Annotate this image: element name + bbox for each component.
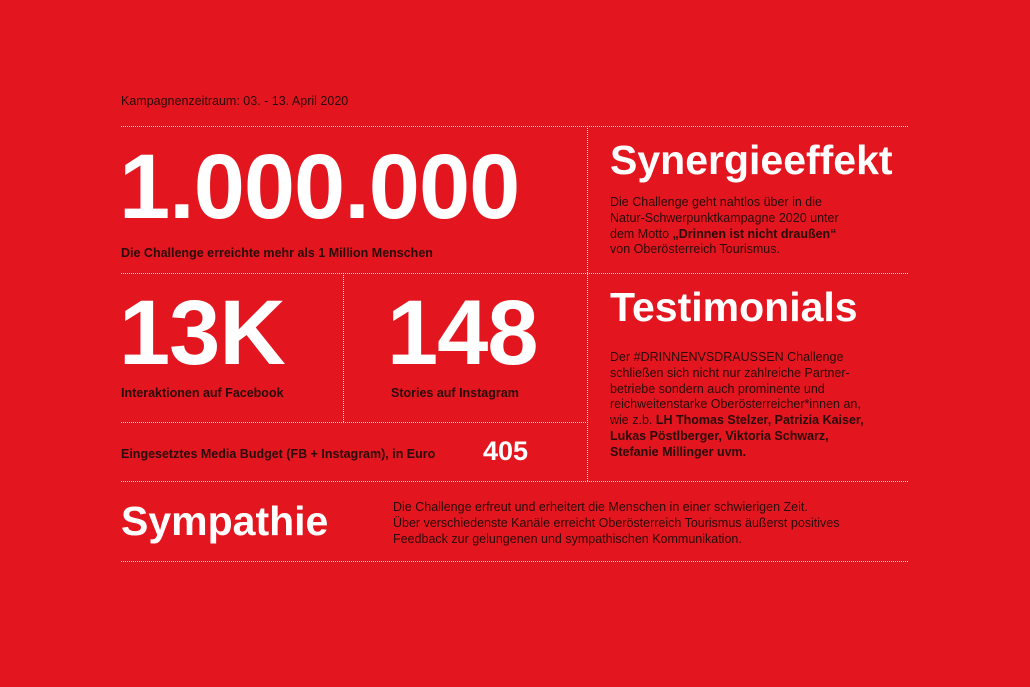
divider-vertical-middle bbox=[343, 273, 344, 422]
synergie-motto-prefix: dem Motto bbox=[610, 226, 673, 241]
budget-caption: Eingesetztes Media Budget (FB + Instagram), in Euro bbox=[121, 447, 436, 461]
sympathie-line: Über verschiedenste Kanäle erreicht Oberösterreich Tourismus äußerst positives bbox=[393, 515, 840, 530]
synergie-motto: „Drinnen ist nicht draußen“ bbox=[672, 226, 837, 241]
synergie-line: von Oberösterreich Tourismus. bbox=[610, 242, 780, 257]
synergie-title: Synergieeffekt bbox=[610, 137, 893, 183]
testimonials-line: Der #DRINNENVSDRAUSSEN Challenge bbox=[610, 350, 844, 364]
divider-vertical-right bbox=[587, 126, 588, 481]
budget-value: 405 bbox=[483, 436, 529, 466]
synergie-line: Die Challenge geht nahtlos über in die bbox=[610, 195, 822, 209]
sympathie-line: Feedback zur gelungenen und sympathischen Kommunikation. bbox=[393, 531, 742, 546]
testimonials-line bbox=[610, 413, 910, 429]
testimonials-names: LH Thomas Stelzer, Patrizia Kaiser, bbox=[655, 413, 864, 428]
facebook-value: 13K bbox=[119, 282, 285, 384]
testimonials-prefix: wie z.b. bbox=[610, 413, 656, 428]
divider-middle bbox=[121, 273, 908, 274]
testimonials-names-line: Stefanie Millinger uvm. bbox=[610, 444, 747, 459]
divider-budget bbox=[121, 422, 586, 423]
instagram-caption: Stories auf Instagram bbox=[391, 386, 519, 400]
campaign-period: Kampagnenzeitraum: 03. - 13. April 2020 bbox=[121, 94, 349, 108]
sympathie-title: Sympathie bbox=[121, 498, 329, 544]
testimonials-line: schließen sich nicht nur zahlreiche Partner- bbox=[610, 365, 850, 380]
testimonials-line: reichweitenstarke Oberösterreicher*innen an, bbox=[610, 397, 861, 412]
instagram-value: 148 bbox=[387, 282, 538, 384]
sympathie-line: Die Challenge erfreut und erheitert die Menschen in einer schwierigen Zeit. bbox=[393, 500, 808, 514]
testimonials-title: Testimonials bbox=[610, 284, 858, 330]
divider-bottom bbox=[121, 561, 908, 562]
divider-top bbox=[121, 126, 908, 127]
divider-sympathie-top bbox=[121, 481, 908, 482]
sympathie-text bbox=[393, 500, 913, 547]
testimonials-names-line: Lukas Pöstlberger, Viktoria Schwarz, bbox=[610, 428, 829, 443]
synergie-text bbox=[610, 195, 910, 258]
testimonials-line: betriebe sondern auch prominente und bbox=[610, 381, 825, 396]
facebook-caption: Interaktionen auf Facebook bbox=[121, 386, 284, 400]
synergie-line: Natur-Schwerpunktkampagne 2020 unter bbox=[610, 210, 839, 225]
synergie-line bbox=[610, 227, 910, 243]
testimonials-text bbox=[610, 350, 910, 461]
reach-value: 1.000.000 bbox=[119, 136, 520, 238]
reach-caption: Die Challenge erreichte mehr als 1 Million Menschen bbox=[121, 246, 433, 260]
